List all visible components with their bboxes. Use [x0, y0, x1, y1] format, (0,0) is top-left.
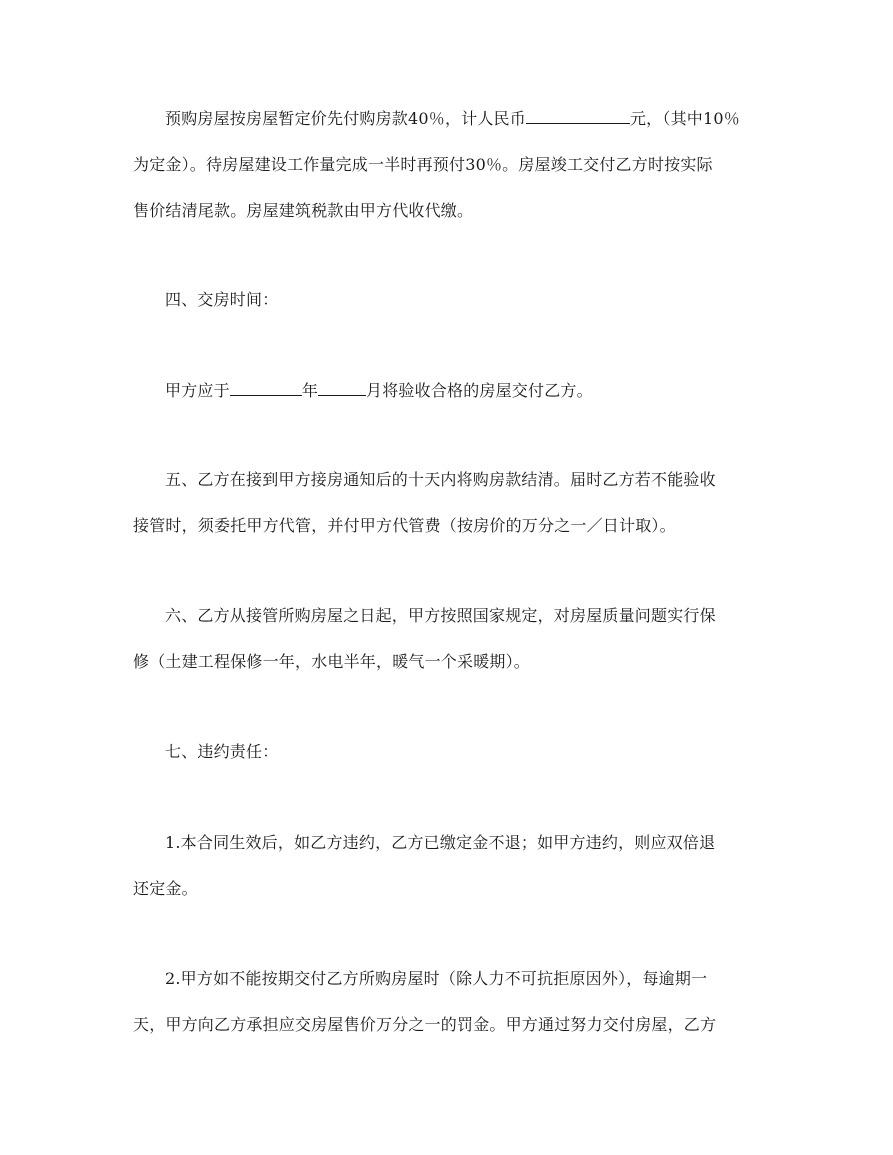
section-4-body [165, 379, 783, 402]
delivery-text-c: 月将验收合格的房屋交付乙方。 [366, 381, 593, 400]
amount-blank [526, 107, 630, 124]
payment-line-2: 为定金）。待房屋建设工作量完成一半时再预付30％。房屋竣工交付乙方时按实际 [133, 155, 713, 174]
section-7-item-2-line-2: 天，甲方向乙方承担应交房屋售价万分之一的罚金。甲方通过努力交付房屋，乙方 [133, 1015, 717, 1034]
payment-line-3: 售价结清尾款。房屋建筑税款由甲方代收代缴。 [133, 201, 474, 220]
payment-text-a: 预购房屋按房屋暂定价先付购房款40％，计人民币 [165, 109, 526, 128]
delivery-text-b: 年 [301, 381, 319, 400]
delivery-text-a: 甲方应于 [165, 381, 230, 400]
month-blank [318, 379, 366, 396]
section-7-item-1-line-2: 还定金。 [133, 879, 198, 898]
section-4-heading: 四、交房时间： [165, 290, 279, 309]
payment-text-b: 元，（其中10％ [629, 109, 740, 128]
payment-line-1 [165, 107, 783, 130]
section-5-line-2: 接管时，须委托甲方代管，并付甲方代管费（按房价的万分之一／日计取）。 [133, 516, 676, 535]
year-blank [230, 379, 302, 396]
section-7-heading: 七、违约责任： [165, 742, 279, 761]
section-5-line-1: 五、乙方在接到甲方接房通知后的十天内将购房款结清。届时乙方若不能验收 [165, 470, 716, 489]
section-7-item-2-line-1: 2.甲方如不能按期交付乙方所购房屋时（除人力不可抗拒原因外），每逾期一 [165, 969, 708, 988]
section-6-line-2: 修（土建工程保修一年，水电半年，暖气一个采暖期）。 [133, 652, 531, 671]
section-7-item-1-line-1: 1.本合同生效后，如乙方违约，乙方已缴定金不退；如甲方违约，则应双倍退 [165, 833, 716, 852]
section-6-line-1: 六、乙方从接管所购房屋之日起，甲方按照国家规定，对房屋质量问题实行保 [165, 606, 716, 625]
